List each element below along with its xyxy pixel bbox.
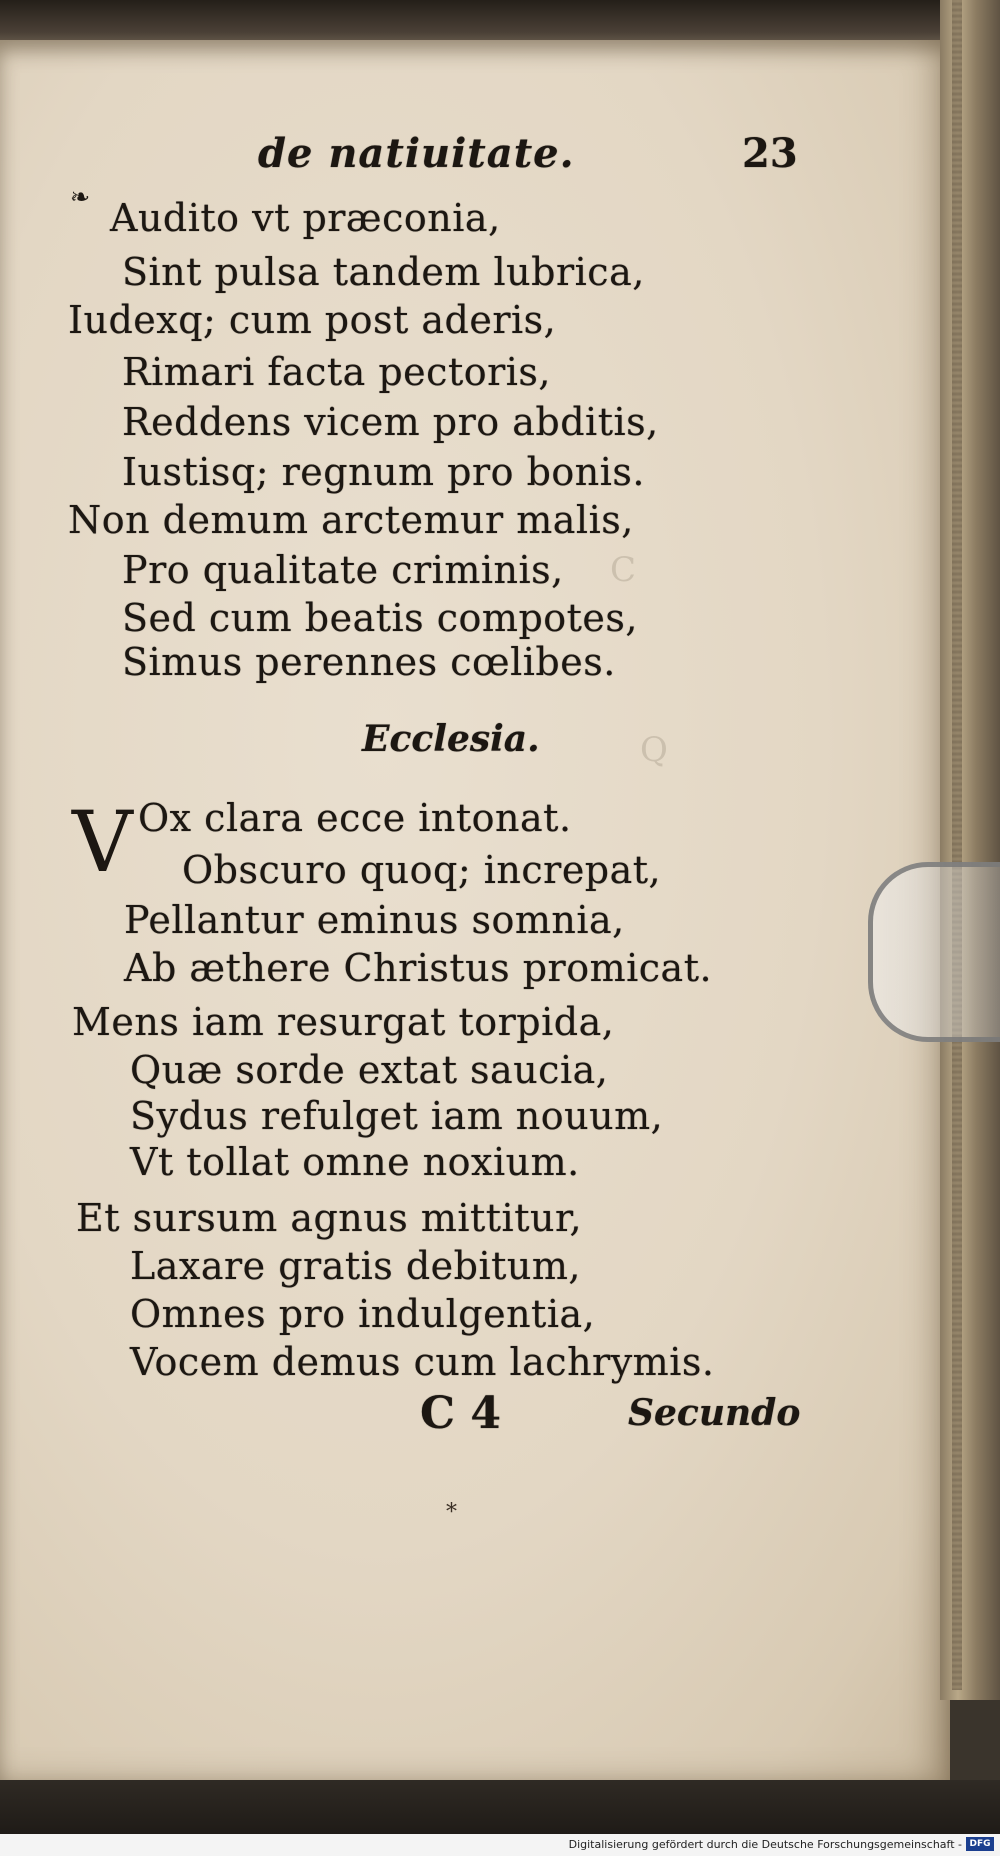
verse-line: Quæ sorde extat saucia, [130,1048,609,1092]
verse-line: Iustisq; regnum pro bonis. [122,450,646,494]
verse-line: Rimari facta pectoris, [122,350,551,394]
dfg-logo: DFG [966,1837,994,1851]
verse-line: Et sursum agnus mittitur, [76,1196,583,1240]
show-through: C [610,550,637,590]
signature-mark: C 4 [420,1388,501,1439]
book-fore-edge [940,0,1000,1700]
verse-line: Sed cum beatis compotes, [122,596,639,640]
verse-line: Mens iam resurgat torpida, [72,1000,615,1044]
verse-line: Obscuro quoq; increpat, [182,848,662,892]
running-head: de natiuitate. [258,130,575,177]
book-clamp [868,862,1000,1042]
book-fore-edge-pages [952,0,962,1690]
verse-line: Vocem demus cum lachrymis. [130,1340,715,1384]
verse-line: Vt tollat omne noxium. [130,1140,580,1184]
scanner-bed [0,1780,1000,1834]
page-number: 23 [742,130,798,177]
verse-line: Non demum arctemur malis, [68,498,634,542]
ink-speck: * [446,1500,457,1525]
verse-line: Audito vt præconia, [110,196,501,240]
verse-line: Pellantur eminus somnia, [124,898,625,942]
verse-line: Reddens vicem pro abditis, [122,400,659,444]
verse-line: Iudexq; cum post aderis, [68,298,557,342]
verse-line: Sydus refulget iam nouum, [130,1094,664,1138]
verse-line: Ab æthere Christus promicat. [124,946,713,990]
drop-cap: V [72,793,133,891]
verse-line: Ox clara ecce intonat. [138,796,572,840]
show-through: Q [640,730,668,770]
verse-line: Sint pulsa tandem lubrica, [122,250,645,294]
verse-line: Laxare gratis debitum, [130,1244,582,1288]
verse-line: Simus perennes cœlibes. [122,640,616,684]
catchword: Secundo [628,1392,801,1434]
section-heading: Ecclesia. [362,718,540,760]
verse-line: Pro qualitate criminis, [122,548,564,592]
verse-line: Omnes pro indulgentia, [130,1292,596,1336]
digitization-credit: Digitalisierung gefördert durch die Deutsche Forschungsgemeinschaft - [568,1838,962,1851]
ornament-mark: ❧ [70,183,91,211]
